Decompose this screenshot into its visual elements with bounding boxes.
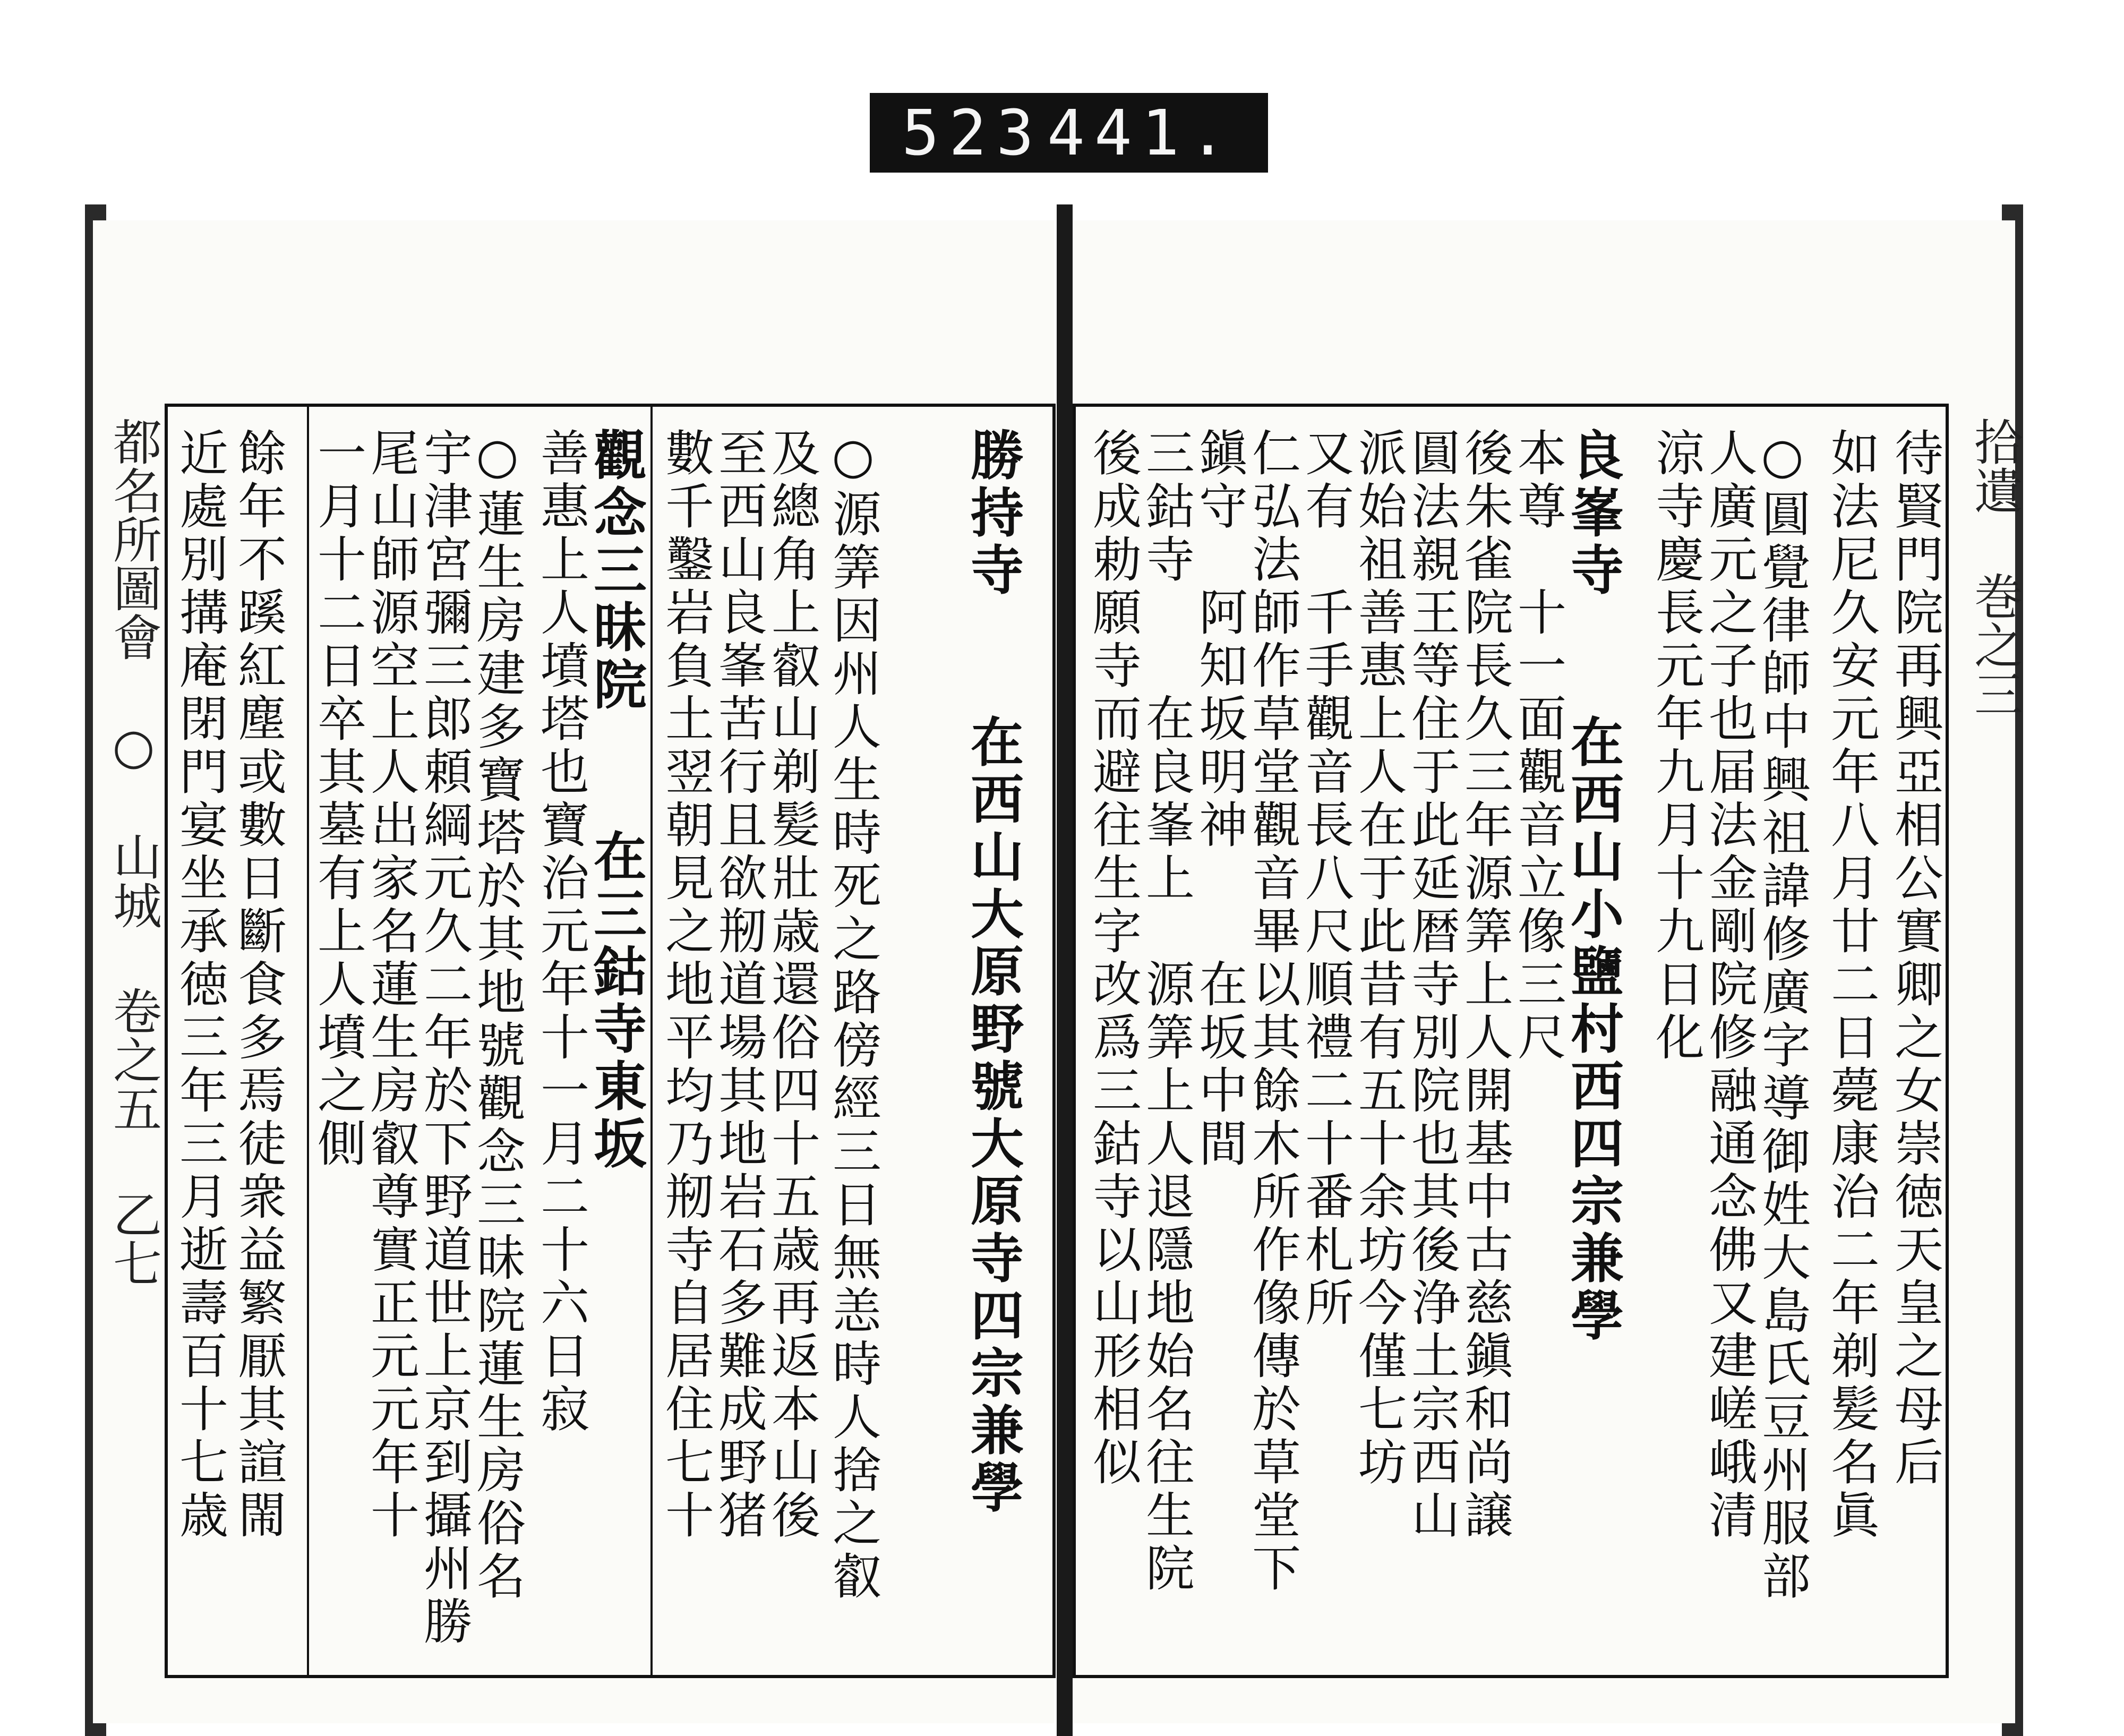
right-col-9: 本尊 十一面觀音立像三尺 <box>1510 427 1566 1065</box>
right-col-3: 鎭守 阿知坂明神 在坂中間 <box>1191 427 1248 1171</box>
left-col-8: 觀念三昧院 在三鈷寺東坂 <box>585 427 647 1173</box>
book-spine <box>1057 204 1073 1736</box>
left-col-3: 一月十二日卒其墓有上人墳之側 <box>310 427 366 1171</box>
left-col-1: 近處別搆庵閉門宴坐承徳三年三月逝壽百十七歳 <box>172 427 228 1543</box>
label-left-number: 523 <box>902 96 1044 169</box>
left-divider-2 <box>650 404 653 1678</box>
right-col-14: 如法尼久安元年八月廿二日薨康治二年剃髪名眞 <box>1823 427 1880 1543</box>
left-col-9: 數千鑿岩負土翌朝見之地平均乃剏寺自居住七十 <box>657 427 714 1543</box>
left-col-11: 及總角上叡山剃髪壯歳還俗四十五歳再返本山後 <box>764 427 820 1543</box>
right-col-4: 仁弘法師作草堂觀音畢以其餘木所作像傳於草堂下 <box>1244 427 1301 1596</box>
left-col-5: 宇津宮彌三郎頼綱元久二年於下野道世上京到攝州勝 <box>416 427 473 1649</box>
right-col-13: ○圓覺律師中興祖諱修廣字導御姓大島氏豆州服部 <box>1754 427 1811 1604</box>
right-col-15: 待賢門院再興亞相公實卿之女崇徳天皇之母后 <box>1887 427 1943 1490</box>
left-col-6: ○蓮生房建多寶塔於其地號觀念三昧院蓮生房俗名 <box>469 427 526 1604</box>
right-col-12: 人廣元之子也届法金剛院修融通念佛又建嵯峨清 <box>1701 427 1758 1543</box>
book-spread <box>0 204 2124 1736</box>
left-divider-1 <box>307 404 309 1678</box>
right-col-11: 涼寺慶長元年九月十九日化 <box>1648 427 1705 1065</box>
left-col-7: 善惠上人墳塔也寶治元年十一月二十六日寂 <box>533 427 589 1436</box>
left-col-13: 勝持寺 在西山大原野號大原寺四宗兼學 <box>962 427 1024 1517</box>
right-col-6: 派始祖善惠上人在于此昔有五十余坊今僅七坊 <box>1350 427 1407 1490</box>
left-col-10: 至西山良峯苦行且欲剏道場其地岩石多難成野猪 <box>710 427 767 1543</box>
right-col-5: 又有 千手觀音長八尺順禮二十番札所 <box>1297 427 1354 1330</box>
right-col-1: 後成勅願寺而避往生字改爲三鈷寺以山形相似 <box>1085 427 1142 1490</box>
left-col-2: 餘年不蹊紅塵或數日斷食多焉徒衆益繁厭其諠閙 <box>230 427 287 1543</box>
right-col-10: 良峯寺 在西山小鹽村西四宗兼學 <box>1562 427 1624 1345</box>
right-col-2: 三鈷寺 在良峯上 源筭上人退隱地始名往生院 <box>1138 427 1195 1596</box>
right-col-8: 後朱雀院長久三年源筭上人開基中古慈鎭和尚譲 <box>1457 427 1513 1543</box>
right-margin-title: 拾遺 巻之三 <box>1966 417 2023 718</box>
catalog-label <box>870 93 1268 173</box>
right-col-7: 圓法親王等住于此延暦寺別院也其後浄土宗西山 <box>1403 427 1460 1543</box>
left-margin-title: 都名所圖會 ○ 山城 卷之五 乙七 <box>105 417 162 1287</box>
label-right-number: 441. <box>1047 96 1236 169</box>
left-col-12: ○源筭因州人生時死之路傍經三日無恙時人捨之叡 <box>825 427 881 1604</box>
left-col-4: 尾山師源空上人出家名蓮生房叡尊實正元元年十 <box>363 427 419 1543</box>
